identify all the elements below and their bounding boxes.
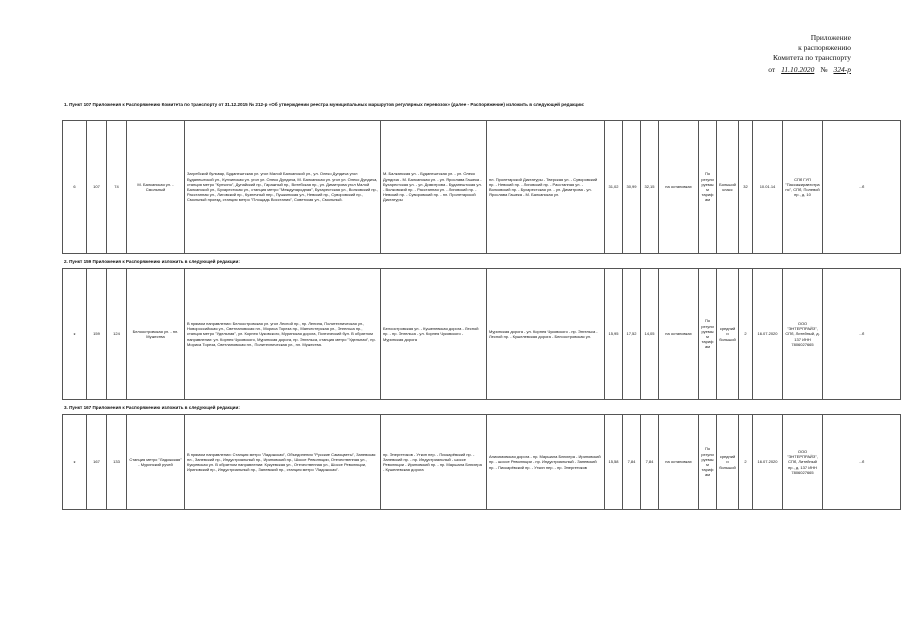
cell-length: 31,02 — [605, 121, 623, 254]
cell-vehicle-class: средний и большой — [717, 269, 739, 400]
section-3-title: 3. Пункт 167 Приложения к Распоряжению изложить в следующей редакции: — [64, 405, 240, 410]
cell-stop-mode: на остановках — [659, 415, 699, 510]
annex-date-line — [768, 65, 851, 75]
cell-path-forward: Белоостровская ул. - Кушелевская дорога - Лесной пр. - пр. Энгельса - ул. Корнея Чуковского - Муринская дорога — [381, 269, 487, 400]
cell-vehicle-count: 2 — [739, 415, 753, 510]
cell-length-back: 14,05 — [641, 269, 659, 400]
annex-title: Приложение — [810, 33, 851, 42]
cell-stops: Загребский бульвар, Будапештская ул. угол Малой Балканской ул., ул. Олеко Дундича угол Будапештской ул., Купчинская ул. угол ул. Олеко Дундича, М. Балканская ул. угол ул. Олеко Дундича, станция метро "Купчино", Дунайский пр., Гаражный пр., Витебская пр., ул. Димитрова угол Малой Балканской ул., Бухарестская ул., станция метро "Международная", Бухарестская ул., Волковский пр., Расстанная ул., Лиговский пр., Кузнечный пер., Пушкинская ул., Невский пр., Суворовский пр., Смольный проезд, станция метро "Площадь Восстания", Советская ул., Смольный. — [185, 121, 381, 254]
cell-vehicle-class: средний и большой — [717, 415, 739, 510]
annex-header — [768, 33, 851, 75]
cell-number: 159 — [87, 269, 107, 400]
cell-path-forward: пр. Энергетиков - Уткин пер. - Пискарёвский пр. - Заневский пр. - пр. Индустриальный - шоссе Революции - Ириновский пр. - пр. Маршала Блюхера - Кушелевская дорога — [381, 415, 487, 510]
number-value: 324-р — [833, 65, 851, 74]
cell-route-name: М. Балканская ул. - Смольный — [127, 121, 185, 254]
table-row — [63, 121, 901, 254]
cell-length-back: 32,15 — [641, 121, 659, 254]
cell-route-name: Станция метро "Ладожская" - Муринский ручей — [127, 415, 185, 510]
date-prefix: от — [768, 65, 776, 74]
cell-stops: В прямом направлении: Белоостровская ул. угол Лесной пр., пр. Ленина, Политехническая ул., Новороссийская ул., Светлановская пл., Мориса Тореза пр., Манчестерская ул., Энгельса пр., станция метро "Удельная", ул. Корнея Чуковского, Муринская дорога, Поэтический бул. В обратном направлении: ул. Корнея Чуковского, Муринская дорога, пр. Энгельса, станция метро "Удельная", пр. Мориса Тореза, Светлановская пл., Политехническая ул., пл. Мужества. — [185, 269, 381, 400]
annex-line-3: Комитета по транспорту — [773, 53, 851, 62]
cell-tariff: По регулируемым тарифам — [699, 415, 717, 510]
cell-number: 167 — [87, 415, 107, 510]
cell-path-back: пл. Пролетарской Диктатуры - Тверская ул. - Суворовский пр. - Невский пр. - Лиговский пр. - Расстанная ул. - Волковский пр. - Бухарестская ул. - ул. Димитрова - ул. Ярослава Гашека - М. Балканская ул. — [487, 121, 605, 254]
cell-path-forward: М. Балканская ул. - Будапештская ул. - ул. Олеко Дундича - М. Балканская ул. - ул. Ярослава Гашека - Бухарестская ул. - ул. Димитрова - Будапештская ул. - Волковский пр. - Расстанная ул. - Лиговский пр. - Невский пр. - Суворовский пр. - пл. Пролетарской Диктатуры — [381, 121, 487, 254]
cell-operator: ООО "ЭНТЕРПРАЙЗ", СПб, Литейный, д. 137 ИНН 7806027665 — [783, 269, 823, 400]
cell-note: ...б — [823, 269, 901, 400]
cell-route-name: Белоостровская ул. - пл. Мужества — [127, 269, 185, 400]
cell-length-fwd: 30,99 — [623, 121, 641, 254]
section-3-table — [62, 414, 901, 510]
cell-index: к — [63, 415, 87, 510]
cell-route: 74 — [107, 121, 127, 254]
cell-start-date: 16.07.2020 — [753, 415, 783, 510]
date-value: 11.10.2020 — [781, 65, 815, 74]
cell-stop-mode: на остановках — [659, 121, 699, 254]
cell-note: ...б — [823, 121, 901, 254]
section-2-table — [62, 268, 901, 400]
cell-stop-mode: на остановках — [659, 269, 699, 400]
cell-path-back: Анисимовская дорога - пр. Маршала Блюхера - Ириновский пр. - шоссе Революции - пр. Индустриальный - Заневский пр. - Пискарёвский пр. - Уткин пер. - пр. Энергетиков — [487, 415, 605, 510]
cell-vehicle-class: Большой класс — [717, 121, 739, 254]
cell-index: 6 — [63, 121, 87, 254]
cell-length: 15,95 — [605, 269, 623, 400]
cell-note: ...б — [823, 415, 901, 510]
section-2-title: 2. Пункт 159 Приложения к Распоряжению изложить в следующей редакции: — [64, 259, 240, 264]
table-row — [63, 415, 901, 510]
cell-operator: СПб ГУП "Пассажиравтотранс", СПб, Полевой пр., д. 10 — [783, 121, 823, 254]
cell-vehicle-count: 2 — [739, 269, 753, 400]
cell-path-back: Муринская дорога - ул. Корнея Чуковского - пр. Энгельса - Лесной пр. - Кушелевская дорога - Белоостровская ул. — [487, 269, 605, 400]
cell-start-date: 16.07.2020 — [753, 269, 783, 400]
cell-number: 107 — [87, 121, 107, 254]
cell-length-fwd: 7,84 — [623, 415, 641, 510]
cell-length-fwd: 17,52 — [623, 269, 641, 400]
table-row — [63, 269, 901, 400]
cell-tariff: По регулируемым тарифам — [699, 121, 717, 254]
cell-length: 15,58 — [605, 415, 623, 510]
number-prefix: № — [820, 65, 828, 74]
annex-line-2: к распоряжению — [798, 43, 851, 52]
cell-index: к — [63, 269, 87, 400]
cell-operator: ООО "ЭНТЕРПРАЙЗ", СПб, Литейный пр., д. 137 ИНН 7806027665 — [783, 415, 823, 510]
section-1-table — [62, 120, 901, 254]
cell-length-back: 7,84 — [641, 415, 659, 510]
cell-tariff: По регулируемым тарифам — [699, 269, 717, 400]
cell-route: 133 — [107, 415, 127, 510]
cell-route: 124 — [107, 269, 127, 400]
cell-vehicle-count: 32 — [739, 121, 753, 254]
cell-start-date: 10.01.14 — [753, 121, 783, 254]
cell-stops: В прямом направлении: Станция метро "Ладожская", Объединения "Русские Самоцветы", Заневская пл., Заневский пр., Индустриальный пр., Ириновский пр., Шоссе Революции, Отечественная ул., Кукуевская ул. В обратном направлении: Кукуевская ул., Отечественная ул., Шоссе Революции, Ириновский пр., Индустриальный пр., Заневский пр., станция метро "Ладожская". — [185, 415, 381, 510]
section-1-title: 1. Пункт 107 Приложения к Распоряжению Комитета по транспорту от 31.12.2015 № 212-р «Об утверждении реестра муниципальных маршрутов регулярных перевозок» (далее - Распоряжение) изложить в следующей редакции: — [64, 102, 585, 107]
